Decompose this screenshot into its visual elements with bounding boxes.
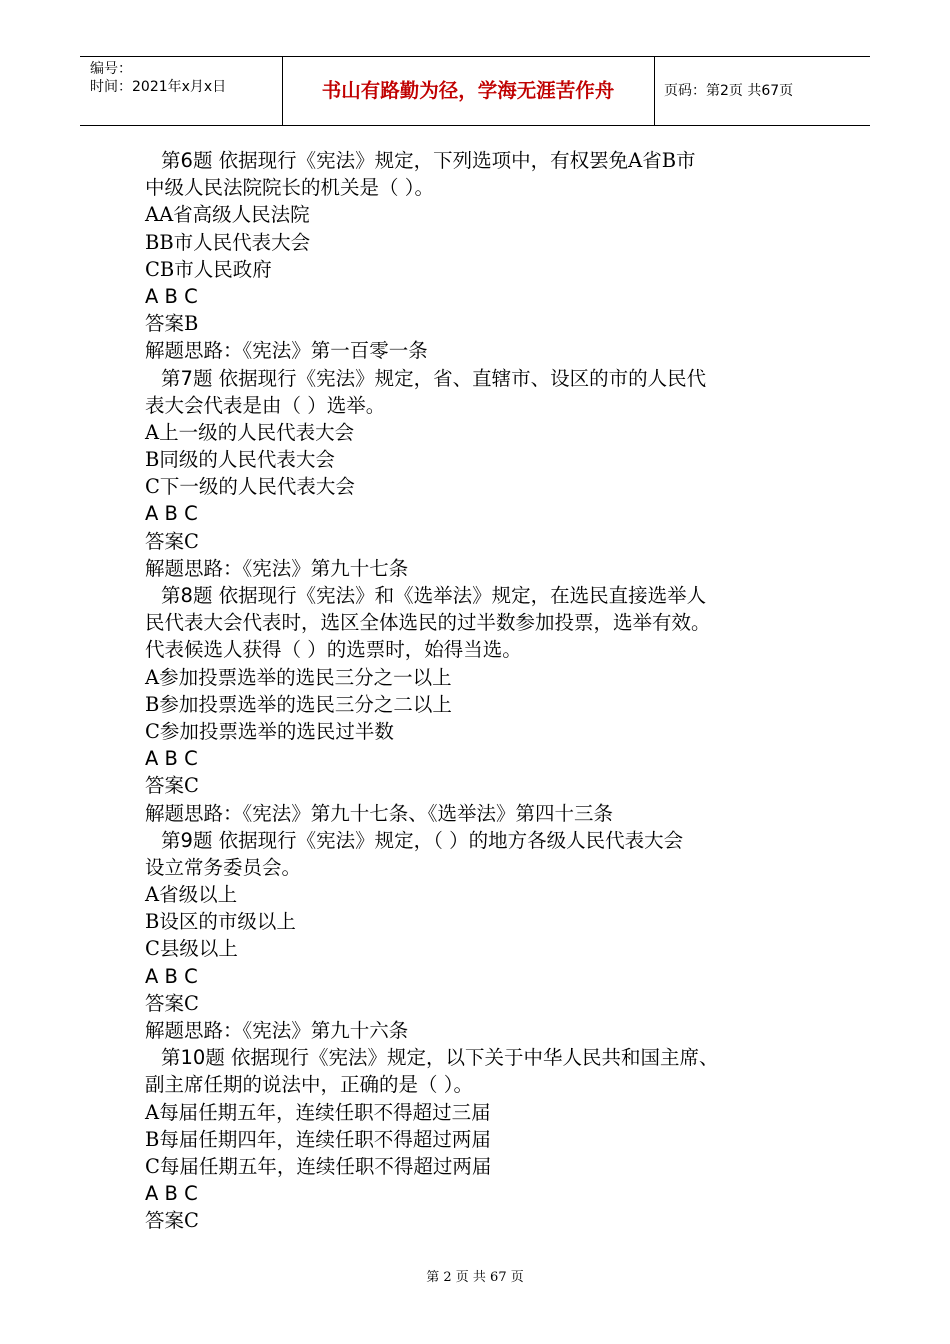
- line-text: 解题思路：《宪法》第九十六条: [145, 1019, 409, 1042]
- question-number: 10: [180, 1046, 206, 1070]
- answer-option: [145, 1099, 815, 1126]
- question-text: 题 依据现行《宪法》规定，下列选项中，有权罢免A省B市: [192, 149, 696, 172]
- option-letter: B: [145, 910, 160, 934]
- option-text: 省级以上: [159, 883, 238, 907]
- line-text: 解题思路：《宪法》第九十七条: [145, 556, 409, 580]
- option-letters: A B C: [145, 964, 198, 988]
- option-letter: C: [145, 475, 160, 499]
- answer-option: [145, 473, 815, 500]
- option-text: 设区的市级以上: [159, 910, 296, 934]
- option-text: B市人民政府: [159, 257, 272, 281]
- answer-option: [145, 908, 815, 935]
- question-number: 7: [180, 366, 193, 390]
- answer-line: [145, 990, 815, 1017]
- question-text: 题 依据现行《宪法》规定，以下关于中华人民共和国主席、: [205, 1046, 719, 1070]
- question-prefix: 第: [161, 149, 181, 172]
- option-letter: A: [145, 203, 160, 227]
- option-text: 上一级的人民代表大会: [159, 420, 355, 444]
- line-text: 设立常务委员会。: [145, 855, 302, 879]
- answer-option: [145, 419, 815, 446]
- line-text: 民代表大会代表时，选区全体选民的过半数参加投票，选举有效。: [145, 611, 711, 635]
- line-text: 解题思路：《宪法》第一百零一条: [145, 339, 428, 363]
- text-line: [145, 337, 815, 364]
- option-letter: B: [145, 448, 160, 472]
- line-text: 解题思路：《宪法》第九十七条、《选举法》第四十三条: [145, 801, 614, 825]
- question-text: 题 依据现行《宪法》和《选举法》规定，在选民直接选举人: [192, 584, 707, 607]
- option-text: 参加投票选举的选民三分之一以上: [159, 665, 452, 689]
- option-letters: A B C: [145, 502, 198, 526]
- answer-line: [145, 1207, 815, 1234]
- question-prefix: 第: [161, 366, 181, 390]
- answer-value: B: [184, 312, 199, 336]
- text-line: [145, 392, 815, 419]
- time-label: 时间：2021年x月x日: [90, 79, 227, 95]
- option-letters: A B C: [145, 284, 198, 308]
- answer-line: [145, 528, 815, 555]
- answer-label: 答案: [145, 774, 185, 798]
- option-letter: B: [145, 692, 160, 716]
- option-letters-row: [145, 745, 815, 772]
- option-letter: A: [145, 883, 160, 907]
- option-letters: A B C: [145, 747, 198, 771]
- code-label: 编号：: [90, 61, 132, 77]
- answer-label: 答案: [145, 312, 185, 336]
- option-letter: C: [145, 719, 160, 743]
- option-text: 每届任期四年，连续任职不得超过两届: [159, 1127, 491, 1151]
- answer-option: [145, 935, 815, 962]
- option-letter: B: [145, 230, 160, 254]
- question-text: 题 依据现行《宪法》规定，省、直辖市、设区的市的人民代: [192, 366, 707, 390]
- answer-option: [145, 1126, 815, 1153]
- answer-value: C: [184, 774, 199, 798]
- option-letters-row: [145, 283, 815, 310]
- header-page-info: 页码：第2页 共67页: [664, 83, 794, 99]
- option-text: 同级的人民代表大会: [159, 448, 335, 472]
- header-meta: [90, 60, 226, 96]
- question-prefix: 第: [161, 584, 181, 607]
- answer-option: [145, 229, 815, 256]
- question-heading: [145, 1044, 815, 1071]
- option-letter: C: [145, 257, 160, 281]
- option-letters-row: [145, 500, 815, 527]
- document-body: [145, 147, 815, 1235]
- answer-value: C: [184, 529, 199, 553]
- question-heading: [145, 365, 815, 392]
- option-letter: A: [145, 1100, 160, 1124]
- answer-option: [145, 201, 815, 228]
- header-divider-right: [654, 57, 655, 125]
- option-text: 参加投票选举的选民三分之二以上: [159, 692, 452, 716]
- answer-value: C: [184, 991, 199, 1015]
- question-prefix: 第: [161, 1046, 181, 1070]
- option-letters-row: [145, 963, 815, 990]
- answer-option: [145, 881, 815, 908]
- page-footer: 第 2 页 共 67 页: [426, 1270, 524, 1285]
- option-letter: C: [145, 937, 160, 961]
- option-letter: B: [145, 1127, 160, 1151]
- option-text: B市人民代表大会: [159, 230, 311, 254]
- line-text: 副主席任期的说法中，正确的是（ ）。: [145, 1073, 473, 1097]
- text-line: [145, 555, 815, 582]
- question-number: 6: [180, 149, 193, 172]
- page-header: [80, 56, 870, 126]
- answer-option: [145, 446, 815, 473]
- answer-line: [145, 772, 815, 799]
- header-motto: 书山有路勤为径，学海无涯苦作舟: [321, 79, 615, 102]
- option-text: 每届任期五年，连续任职不得超过三届: [159, 1100, 491, 1124]
- option-text: 每届任期五年，连续任职不得超过两届: [159, 1154, 492, 1178]
- option-letters: A B C: [145, 1182, 198, 1206]
- answer-option: [145, 664, 815, 691]
- answer-label: 答案: [145, 1209, 185, 1233]
- text-line: [145, 1017, 815, 1044]
- answer-line: [145, 310, 815, 337]
- text-line: [145, 1071, 815, 1098]
- option-text: 参加投票选举的选民过半数: [159, 719, 394, 743]
- answer-label: 答案: [145, 991, 185, 1015]
- line-text: 表大会代表是由（ ）选举。: [145, 393, 386, 417]
- text-line: [145, 609, 815, 636]
- question-number: 8: [180, 584, 193, 607]
- question-heading: [145, 827, 815, 854]
- answer-option: [145, 718, 815, 745]
- text-line: [145, 854, 815, 881]
- text-line: [145, 636, 815, 663]
- question-prefix: 第: [161, 828, 181, 852]
- option-letter: A: [145, 420, 160, 444]
- question-number: 9: [180, 828, 193, 852]
- option-letter: C: [145, 1154, 160, 1178]
- answer-option: [145, 1153, 815, 1180]
- option-letters-row: [145, 1180, 815, 1207]
- option-text: 县级以上: [159, 937, 238, 961]
- text-line: [145, 174, 815, 201]
- text-line: [145, 800, 815, 827]
- option-letter: A: [145, 665, 160, 689]
- answer-value: C: [184, 1209, 199, 1233]
- question-heading: [145, 582, 815, 609]
- question-text: 题 依据现行《宪法》规定，（ ）的地方各级人民代表大会: [192, 828, 684, 852]
- question-heading: [145, 147, 815, 174]
- answer-label: 答案: [145, 529, 185, 553]
- line-text: 代表候选人获得（ ）的选票时，始得当选。: [145, 638, 522, 662]
- answer-option: [145, 256, 815, 283]
- line-text: 中级人民法院院长的机关是（ ）。: [145, 176, 434, 200]
- option-text: 下一级的人民代表大会: [159, 475, 355, 499]
- answer-option: [145, 691, 815, 718]
- option-text: A省高级人民法院: [159, 203, 310, 227]
